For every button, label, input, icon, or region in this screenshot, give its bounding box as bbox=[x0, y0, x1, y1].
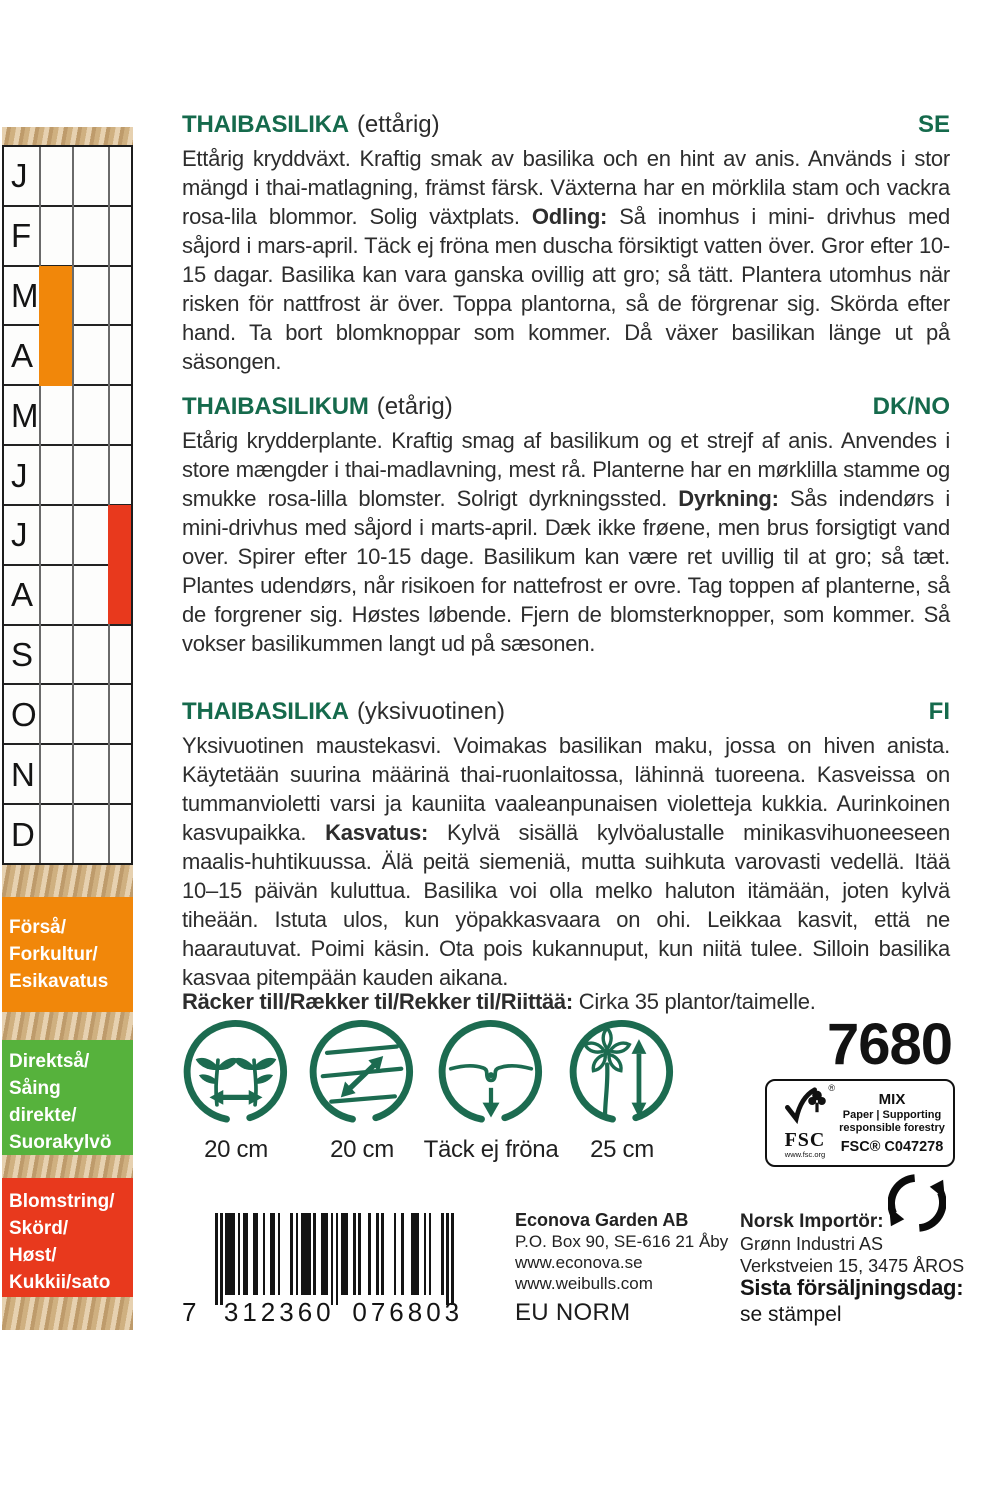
fsc-tree-check-icon bbox=[780, 1085, 830, 1125]
fsc-logo bbox=[773, 1085, 837, 1161]
cultivation-label: Kasvatus: bbox=[325, 820, 429, 845]
plant-spacing-icon bbox=[183, 1020, 289, 1126]
sowing-depth-icon bbox=[438, 1020, 544, 1126]
legend-line: Såing bbox=[9, 1078, 61, 1099]
fsc-mix-label: MIX bbox=[878, 1091, 906, 1108]
fsc-license-code: FSC® C047278 bbox=[840, 1139, 944, 1155]
fsc-claim bbox=[837, 1091, 947, 1155]
legend-line: Skörd/ bbox=[9, 1218, 69, 1239]
variety-qualifier: (yksivuotinen) bbox=[356, 698, 505, 725]
cardboard-strip bbox=[2, 865, 133, 897]
cardboard-strip bbox=[2, 1155, 133, 1178]
calendar-row bbox=[4, 745, 131, 805]
month-label: J bbox=[11, 516, 28, 554]
cardboard-strip bbox=[2, 1012, 133, 1040]
legend-line: Blomstring/ bbox=[9, 1191, 115, 1212]
legend-box-forkultur bbox=[2, 897, 133, 1012]
fsc-wordmark: FSC bbox=[784, 1129, 826, 1152]
section-header-se bbox=[182, 110, 950, 140]
barcode-digit-group: 312360 bbox=[223, 1297, 335, 1327]
pictogram-plant-height bbox=[564, 1020, 680, 1164]
publisher-address: P.O. Box 90, SE-616 21 Åby bbox=[515, 1232, 729, 1251]
calendar-row bbox=[4, 805, 131, 863]
legend-box-direktsa bbox=[2, 1040, 133, 1155]
legend-line: Forkultur/ bbox=[9, 944, 98, 965]
description-text: Yksivuotinen maustekasvi. Voimakas basilikan maku, jossa on hiven anista. Käytetään suurina määrinä thai-ruonlaitossa, lähinnä tuoreena. Kasveissa on tummanvioletti varsi ja kauniita vaaleanpunaisen violetteja kukkia. Aurinkoinen kasvupaikka. bbox=[182, 733, 950, 845]
eu-norm-label: EU NORM bbox=[515, 1299, 631, 1326]
importer-label: Norsk Importör: bbox=[740, 1211, 884, 1232]
barcode-digit-group: 7 bbox=[182, 1297, 197, 1327]
description-text: Ettårig kryddväxt. Kraftig smak av basilika och en hint av anis. Används i stor mängd i thai-matlagning, främst färsk. Växterna har en mörklila stam och vackra rosa-lila blommor. Solig växtplats. bbox=[182, 146, 950, 229]
barcode-digit-group: 076803 bbox=[352, 1297, 464, 1327]
fsc-url: www.fsc.org bbox=[784, 1150, 826, 1160]
month-label: J bbox=[11, 157, 28, 195]
fsc-claim-line: Paper | Supporting bbox=[842, 1109, 942, 1121]
calendar-column-line bbox=[72, 147, 74, 863]
importer-name: Grønn Industri AS bbox=[740, 1234, 884, 1254]
yield-value: Cirka 35 plantor/taimelle. bbox=[572, 989, 816, 1014]
cardboard-strip bbox=[2, 127, 133, 145]
month-label: M bbox=[11, 277, 39, 315]
calendar-row bbox=[4, 207, 131, 267]
cultivation-label: Dyrkning: bbox=[678, 486, 779, 511]
calendar-row bbox=[4, 685, 131, 745]
variety-qualifier: (etårig) bbox=[376, 393, 453, 420]
calendar-row bbox=[4, 626, 131, 686]
expiry-block bbox=[740, 1275, 963, 1327]
plant-height-icon bbox=[569, 1020, 675, 1126]
fsc-claim-line: responsible forestry bbox=[839, 1122, 945, 1134]
publisher-website: www.econova.se bbox=[515, 1253, 643, 1272]
description-dkno bbox=[182, 426, 950, 658]
language-tag: SE bbox=[917, 111, 950, 138]
section-header-dkno bbox=[182, 392, 950, 422]
month-label: F bbox=[11, 217, 32, 255]
pictogram-sowing-depth bbox=[420, 1020, 562, 1164]
calendar-row bbox=[4, 386, 131, 446]
description-fi bbox=[182, 731, 950, 992]
section-header-fi bbox=[182, 697, 950, 727]
cardboard-strip bbox=[2, 1297, 133, 1330]
ean13-barcode bbox=[182, 1213, 472, 1328]
pictogram-row-spacing bbox=[306, 1020, 418, 1164]
legend-line: Esikavatus bbox=[9, 971, 109, 992]
pictogram-plant-spacing bbox=[180, 1020, 292, 1164]
legend-line: Direktså/ bbox=[9, 1051, 90, 1072]
green-dot-recycle-icon bbox=[888, 1174, 946, 1237]
expiry-label: Sista försäljningsdag: bbox=[740, 1275, 964, 1300]
language-tag: DK/NO bbox=[872, 393, 950, 420]
fsc-certification-label bbox=[765, 1079, 955, 1167]
month-label: J bbox=[11, 456, 28, 494]
barcode-digits bbox=[182, 1297, 472, 1328]
importer-address: Verkstveien 15, 3475 ÅROS bbox=[740, 1256, 965, 1276]
sow-indoors-period-bar bbox=[39, 266, 72, 385]
calendar-column-line bbox=[39, 147, 41, 863]
description-text: Sås indendørs i mini-drivhus med såjord i marts-april. Dæk ikke frøene, men brus forsigtigt vand over. Spirer efter 10-15 dage. Basilikum kan være ret uvillig til at gro; så tæt. Plantes udendørs, når risikoen for nattefrost er ovre. Tag toppen af planterne, så de forgrener sig. Høstes løbende. Fjern de blomsterknopper, som kommer. Så vokser basilikummen langt ud på sæsonen. bbox=[182, 486, 951, 656]
variety-qualifier: (ettårig) bbox=[356, 111, 440, 138]
pictogram-label: 20 cm bbox=[204, 1136, 268, 1163]
publisher-name: Econova Garden AB bbox=[515, 1210, 689, 1230]
cultivation-label: Odling: bbox=[531, 204, 608, 229]
month-label: N bbox=[11, 755, 35, 793]
description-text: Etårig krydderplante. Kraftig smag af basilikum og et strejf af anis. Anvendes i store mængder i thai-madlavning, mest rå. Planterne har en mørklilla stamme og smukke rosa-lilla blomster. Solrigt dyrkningssted. bbox=[182, 428, 950, 511]
registered-mark: ® bbox=[828, 1083, 835, 1094]
harvest-period-bar bbox=[108, 505, 131, 624]
publisher-website: www.weibulls.com bbox=[515, 1274, 653, 1293]
variety-title: THAIBASILIKUM bbox=[182, 393, 369, 420]
yield-label: Räcker till/Rækker til/Rekker til/Riittää: bbox=[182, 989, 573, 1014]
item-number: 7680 bbox=[826, 1012, 952, 1077]
legend-line: direkte/ bbox=[9, 1105, 77, 1126]
month-label: S bbox=[11, 636, 34, 674]
legend-line: Suorakylvö bbox=[9, 1132, 112, 1153]
barcode-bars bbox=[215, 1213, 455, 1295]
description-se bbox=[182, 144, 950, 376]
pictogram-label: 25 cm bbox=[590, 1136, 654, 1163]
calendar-row bbox=[4, 446, 131, 506]
calendar-row bbox=[4, 147, 131, 207]
variety-title: THAIBASILIKA bbox=[182, 698, 349, 725]
variety-title: THAIBASILIKA bbox=[182, 111, 349, 138]
pictogram-label: Täck ej fröna bbox=[423, 1136, 559, 1163]
expiry-value: se stämpel bbox=[740, 1303, 842, 1326]
month-label: O bbox=[11, 695, 37, 733]
month-label: D bbox=[11, 815, 35, 853]
month-label: A bbox=[11, 336, 34, 374]
month-label: M bbox=[11, 396, 39, 434]
row-spacing-icon bbox=[309, 1020, 415, 1126]
publisher-block bbox=[515, 1210, 728, 1294]
month-label: A bbox=[11, 576, 34, 614]
legend-line: Kukkii/sato bbox=[9, 1272, 111, 1293]
legend-line: Förså/ bbox=[9, 917, 67, 938]
legend-box-blomstring bbox=[2, 1178, 133, 1297]
description-text: Kylvä sisällä kylvöalustalle minikasvihuoneeseen maalis-huhtikuussa. Älä peitä siemeniä, mutta suihkuta varovasti vedellä. Itää 10–15 päivän kuluttua. Basilika voi olla melko haluton itämään, joten kylvä tiheään. Istuta ulos, kun yöpakkasvaara on ohi. Leikkaa kasvit, että ne haarautuvat. Poimi käsin. Ota pois kukannuput, kun niitä tulee. Silloin basilika kasvaa pitempään kauden aikana. bbox=[182, 820, 950, 990]
description-text: Så inomhus i mini- drivhus med såjord i mars-april. Täck ej fröna men duscha försiktigt vatten över. Gror efter 10-15 dagar. Basilika kan vara ganska ovillig att gro; så tätt. Plantera utomhus när risken för nattfrost är över. Toppa plantorna, så de förgrenar sig. Skörda efter hand. Ta bort blomknoppar som kommer. Då växer basilikan länge ut på säsongen. bbox=[182, 204, 950, 374]
sowing-calendar bbox=[2, 145, 133, 865]
language-tag: FI bbox=[928, 698, 950, 725]
pictogram-label: 20 cm bbox=[330, 1136, 394, 1163]
legend-line: Høst/ bbox=[9, 1245, 57, 1266]
